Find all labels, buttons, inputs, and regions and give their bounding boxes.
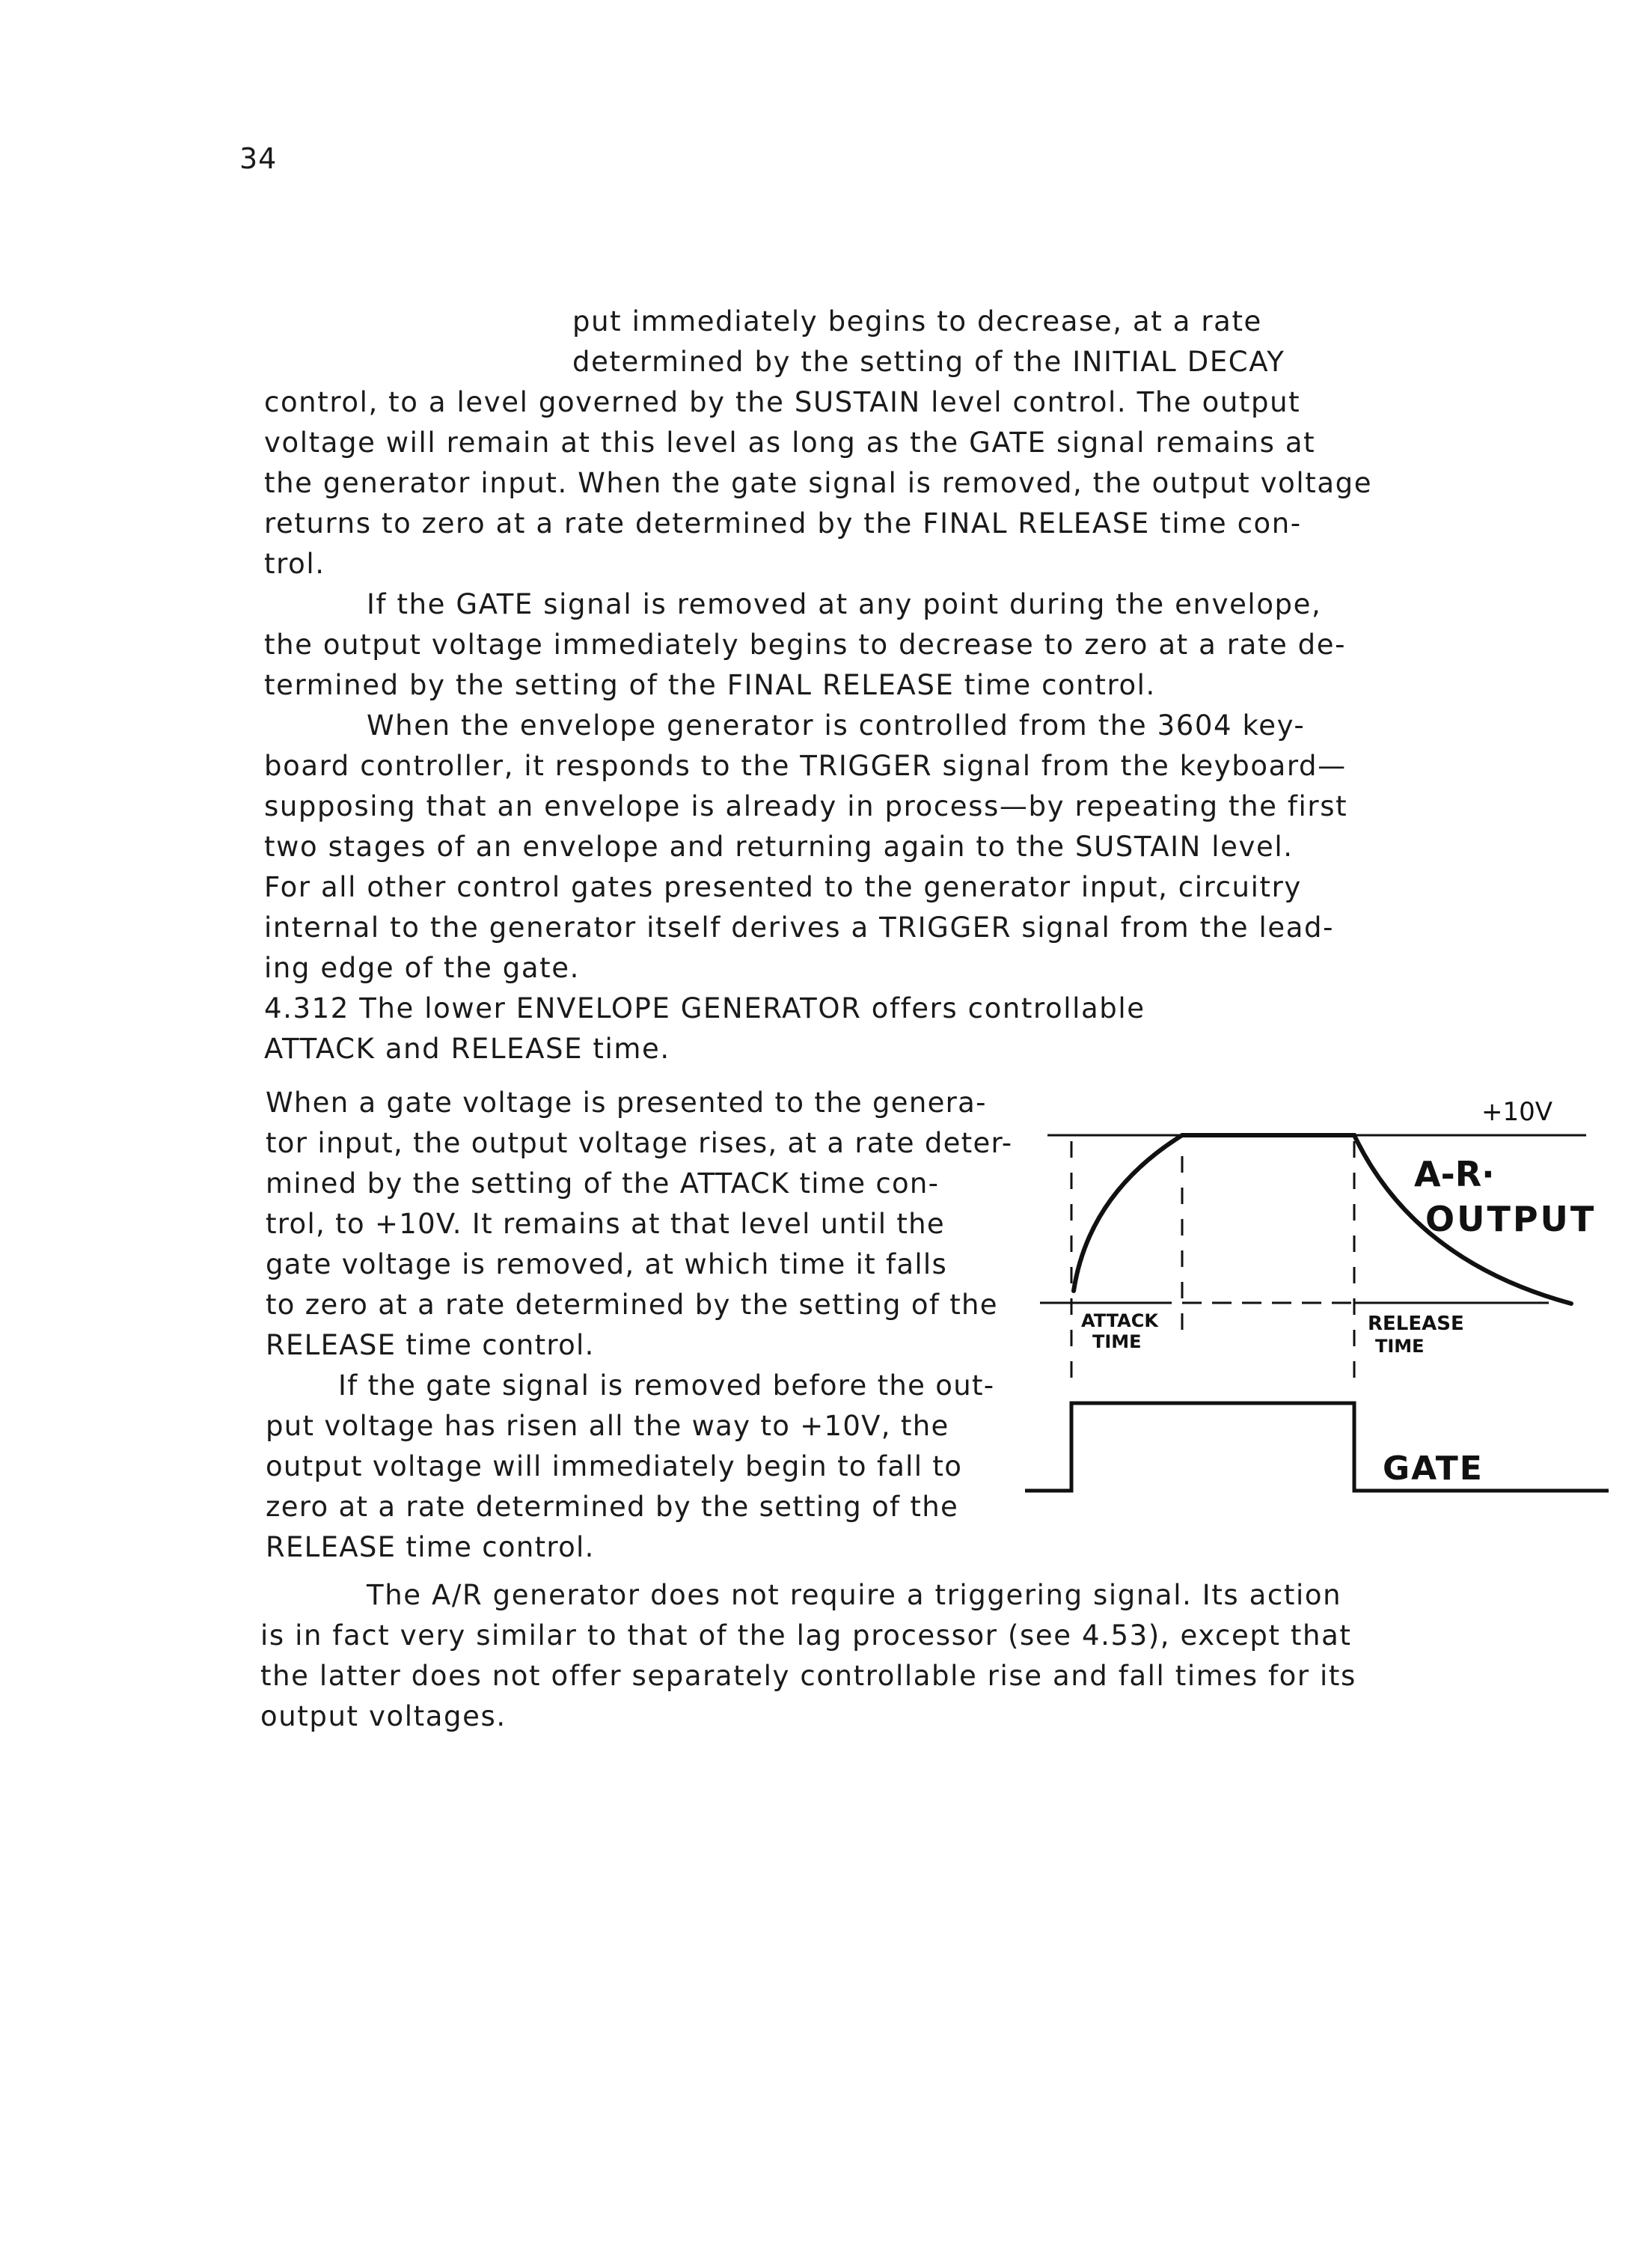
text-line: determined by the setting of the INITIAL DECAY [572, 346, 1285, 378]
section-heading-line: 4.312 The lower ENVELOPE GENERATOR offers controllable [264, 992, 1145, 1024]
label-release-time-2: TIME [1375, 1336, 1425, 1357]
text-line: If the GATE signal is removed at any point during the envelope, [367, 588, 1322, 620]
text-line: mined by the setting of the ATTACK time con- [266, 1167, 940, 1200]
label-release-time-1: RELEASE [1368, 1313, 1464, 1335]
label-10v: +10V [1481, 1097, 1553, 1127]
text-line: board controller, it responds to the TRIGGER signal from the keyboard— [264, 750, 1347, 782]
text-line: the latter does not offer separately controllable rise and fall times for its [260, 1660, 1356, 1692]
text-line: is in fact very similar to that of the lag processor (see 4.53), except that [260, 1619, 1352, 1652]
ar-envelope-svg [1025, 1089, 1609, 1508]
page-number: 34 [239, 142, 278, 175]
text-line: control, to a level governed by the SUSTAIN level control. The output [264, 386, 1301, 418]
ar-envelope-diagram [1025, 1089, 1609, 1508]
text-line: ing edge of the gate. [264, 952, 580, 984]
text-line: internal to the generator itself derives a TRIGGER signal from the lead- [264, 911, 1335, 944]
text-line: If the gate signal is removed before the out- [338, 1369, 995, 1402]
text-line: output voltage will immediately begin to fall to [266, 1450, 963, 1482]
label-ar: A-R· [1414, 1154, 1495, 1194]
text-line: ATTACK and RELEASE time. [264, 1033, 670, 1065]
text-line: trol. [264, 548, 325, 580]
text-line: the generator input. When the gate signal is removed, the output voltage [264, 467, 1373, 499]
text-line: supposing that an envelope is already in process—by repeating the first [264, 790, 1348, 822]
text-line: voltage will remain at this level as long as the GATE signal remains at [264, 427, 1316, 459]
label-attack-time-2: TIME [1092, 1331, 1142, 1352]
text-line: returns to zero at a rate determined by the FINAL RELEASE time con- [264, 507, 1302, 540]
text-line: put immediately begins to decrease, at a rate [572, 305, 1262, 337]
text-line: to zero at a rate determined by the setting of the [266, 1289, 998, 1321]
text-line: For all other control gates presented to the generator input, circuitry [264, 871, 1302, 903]
text-line: output voltages. [260, 1700, 507, 1732]
text-line: tor input, the output voltage rises, at a rate deter- [266, 1127, 1013, 1159]
text-line: termined by the setting of the FINAL RELEASE time control. [264, 669, 1156, 701]
gate-signal [1025, 1403, 1609, 1491]
label-gate: GATE [1383, 1450, 1484, 1488]
text-line: RELEASE time control. [266, 1329, 595, 1361]
label-attack-time-1: ATTACK [1081, 1310, 1158, 1331]
text-line: put voltage has risen all the way to +10V, the [266, 1410, 949, 1442]
text-line: The A/R generator does not require a triggering signal. Its action [367, 1579, 1342, 1611]
text-line: trol, to +10V. It remains at that level until the [266, 1208, 945, 1240]
text-line: the output voltage immediately begins to decrease to zero at a rate de- [264, 629, 1347, 661]
label-output: OUTPUT [1425, 1199, 1597, 1239]
text-line: When the envelope generator is controlled from the 3604 key- [367, 709, 1306, 742]
text-line: RELEASE time control. [266, 1531, 595, 1563]
text-line: zero at a rate determined by the setting of the [266, 1491, 959, 1523]
text-line: gate voltage is removed, at which time it falls [266, 1248, 948, 1280]
text-line: two stages of an envelope and returning again to the SUSTAIN level. [264, 831, 1294, 863]
text-line: When a gate voltage is presented to the genera- [266, 1087, 987, 1119]
